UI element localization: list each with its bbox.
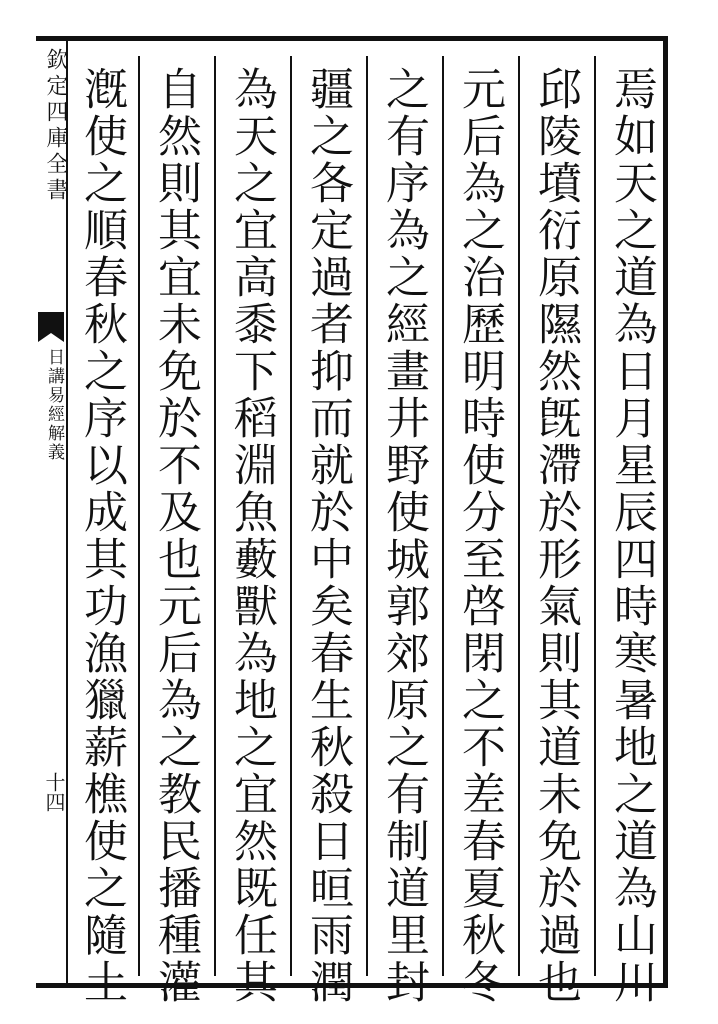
text-column-2: [518, 66, 592, 1006]
text-column-8: [64, 66, 138, 1006]
book-title: 欽定四庫全書: [43, 48, 68, 204]
column-text: 之有序為之經畫井野使城郭郊原之有制道里封: [378, 66, 429, 1006]
column-text: 邱陵墳衍原隰然旣滯於形氣則其道未免於過也: [530, 66, 581, 1006]
text-column-7: [138, 66, 212, 1006]
column-text: 自然則其宜未免於不及也元后為之教民播種灌: [150, 66, 201, 1006]
section-title: 日講易經解義: [44, 348, 64, 462]
text-column-3: [442, 66, 516, 1006]
column-text: 漑使之順春秋之序以成其功漁獵薪樵使之隨土: [76, 66, 127, 1006]
column-text: 疆之各定過者抑而就於中矣春生秋殺日晅雨潤: [302, 66, 353, 1006]
column-text: 焉如天之道為日月星辰四時寒暑地之道為山川: [606, 66, 657, 1006]
column-text: 元后為之治歷明時使分至啓閉之不差春夏秋冬: [454, 66, 505, 1006]
text-column-4: [366, 66, 440, 1006]
text-column-1: [594, 66, 668, 1006]
text-column-5: [290, 66, 364, 1006]
page-number: 十四: [42, 772, 66, 812]
column-text: 為天之宜高黍下稻淵魚藪獸為地之宜然既任其: [226, 66, 277, 1006]
text-column-6: [214, 66, 288, 1006]
